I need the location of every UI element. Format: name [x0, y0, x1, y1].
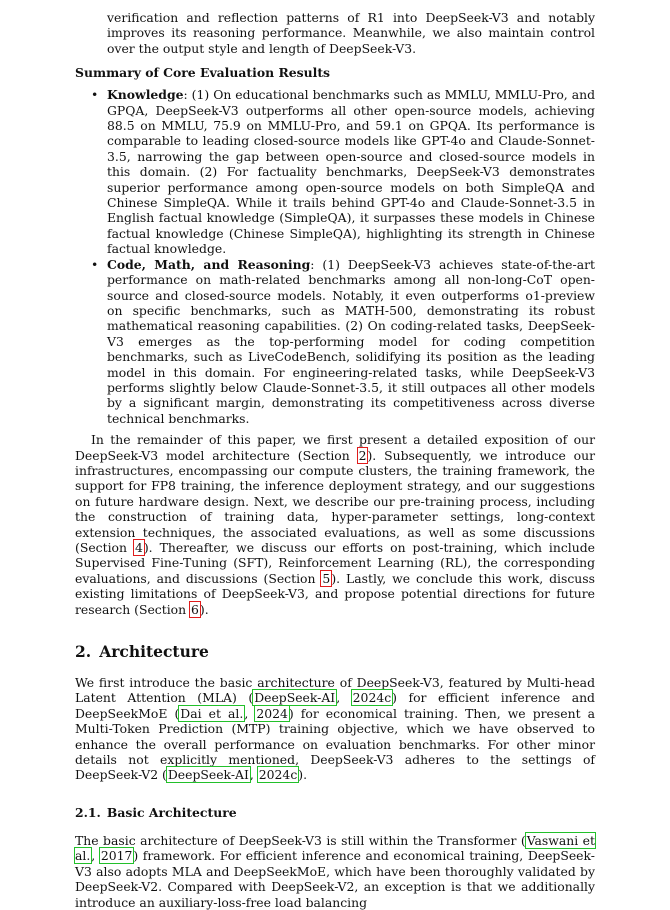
- section-ref-link[interactable]: 5: [322, 570, 331, 586]
- summary-heading: Summary of Core Evaluation Results: [75, 65, 331, 81]
- summary-bullet-list: [75, 87, 595, 426]
- citation-link[interactable]: 2017: [100, 848, 133, 864]
- citation-link[interactable]: DeepSeek-AI: [254, 690, 336, 706]
- basic-architecture-paragraph: The basic architecture of DeepSeek-V3 is still within the Transformer (Vaswani et al., 2017) framework. For efficient inference and economical training, DeepSeek-V3 also adopts MLA and DeepSeekMoE, which have been thoroughly validated by DeepSeek-V2. Compared with DeepSeek-V2, an exception is that we additionally introduce an auxiliary-loss-free load balancing: [75, 832, 595, 910]
- section-ref-link[interactable]: 6: [191, 601, 199, 617]
- bullet-knowledge: [75, 87, 595, 256]
- citation-link[interactable]: Vaswani et al.: [75, 832, 595, 864]
- citation-link[interactable]: 2024: [256, 705, 288, 721]
- section-ref-link[interactable]: 2: [358, 447, 367, 463]
- bullet-code-math-reasoning: [75, 257, 595, 426]
- bullet-marker: •: [91, 87, 99, 103]
- bullet-text: : (1) On educational benchmarks such as MMLU, MMLU-Pro, and GPQA, DeepSeek-V3 outperforms all other open-source models, achieving 88.5 on MMLU, 75.9 on MMLU-Pro, and 59.1 on GPQA. Its performance is comparable to leading closed-source models like GPT-4o and Claude-Sonnet-3.5, narrowing the gap between open-source and closed-source models in this domain. (2) For factuality benchmarks, DeepSeek-V3 demonstrates superior performance among open-source models on both SimpleQA and Chinese SimpleQA. While it trails behind GPT-4o and Claude-Sonnet-3.5 in English factual knowledge (SimpleQA), it surpasses these models in Chinese factual knowledge (Chinese SimpleQA), highlighting its strength in Chinese factual knowledge.: [107, 87, 595, 257]
- bullet-text: : (1) DeepSeek-V3 achieves state-of-the-art performance on math-related benchmarks among all non-long-CoT open-source and closed-source models. Notably, it even outperforms o1-preview on specific benchmarks, such as MATH-500, demonstrating its robust mathematical reasoning capabilities. (2) On coding-related tasks, DeepSeek-V3 emerges as the top-performing model for coding competition benchmarks, such as LiveCodeBench, solidifying its position as the leading model in this domain. For engineering-related tasks, while DeepSeek-V3 performs slightly below Claude-Sonnet-3.5, it still outpaces all other models by a significant margin, demonstrating its competitiveness across diverse technical benchmarks.: [107, 256, 595, 426]
- bullet-lead: Knowledge: [107, 87, 184, 103]
- citation-link[interactable]: DeepSeek-AI: [167, 767, 249, 783]
- citation-link[interactable]: Dai et al.: [180, 705, 244, 721]
- bullet-lead: Code, Math, and Reasoning: [107, 256, 311, 272]
- citation-link[interactable]: 2024c: [258, 767, 298, 783]
- intro-paragraph-tail: verification and reflection patterns of R1 into DeepSeek-V3 and notably improves its reasoning performance. Meanwhile, we also maintain control over the output style and length of DeepSeek-V3.: [107, 10, 595, 56]
- architecture-paragraph: We first introduce the basic architecture of DeepSeek-V3, featured by Multi-head Latent Attention (MLA) (DeepSeek-AI, 2024c) for efficient inference and DeepSeekMoE (Dai et al., 2024) for economical training. Then, we present a Multi-Token Prediction (MTP) training objective, which we have observed to enhance the overall performance on evaluation benchmarks. For other minor details not explicitly mentioned, DeepSeek-V3 adheres to the settings of DeepSeek-V2 (DeepSeek-AI, 2024c).: [75, 675, 595, 783]
- bullet-marker: •: [91, 256, 99, 272]
- citation-link[interactable]: 2024c: [352, 690, 392, 706]
- remainder-paragraph: In the remainder of this paper, we first present a detailed exposition of our DeepSeek-V3 model architecture (Section 2). Subsequently, we introduce our infrastructures, encompassing our compute clusters, the training framework, the support for FP8 training, the inference deployment strategy, and our suggestions on future hardware design. Next, we describe our pre-training process, including the construction of training data, hyper-parameter settings, long-context extension techniques, the associated evaluations, as well as some discussions (Section 4). Thereafter, we discuss our efforts on post-training, which include Supervised Fine-Tuning (SFT), Reinforcement Learning (RL), the corresponding evaluations, and discussions (Section 5). Lastly, we conclude this work, discuss existing limitations of DeepSeek-V3, and propose potential directions for future research (Section 6).: [75, 432, 595, 617]
- subsection-heading-basic-architecture: 2.1. Basic Architecture: [75, 804, 237, 820]
- section-ref-link[interactable]: 4: [134, 540, 143, 555]
- paper-page: [75, 10, 595, 910]
- section-heading-architecture: 2. Architecture: [75, 642, 209, 662]
